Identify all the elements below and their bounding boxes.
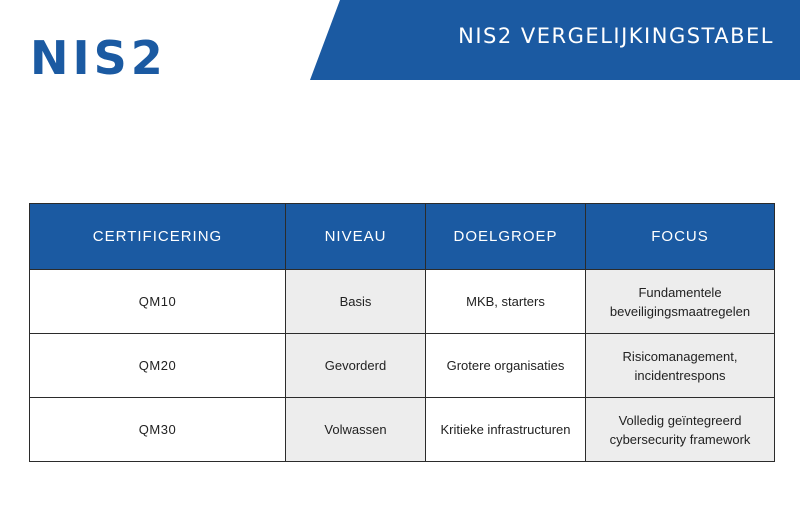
table-row bbox=[30, 270, 775, 334]
header-focus: FOCUS bbox=[586, 204, 775, 270]
page-title: NIS2 VERGELIJKINGSTABEL bbox=[458, 24, 774, 48]
nis2-logo: NIS2 bbox=[30, 31, 167, 85]
cell-doelgroep: Kritieke infrastructuren bbox=[426, 398, 586, 462]
cell-certificering: QM20 bbox=[30, 334, 286, 398]
header-niveau: NIVEAU bbox=[286, 204, 426, 270]
cell-doelgroep: MKB, starters bbox=[426, 270, 586, 334]
cell-niveau: Volwassen bbox=[286, 398, 426, 462]
cell-certificering: QM10 bbox=[30, 270, 286, 334]
cell-focus: Volledig geïntegreerd cybersecurity framework bbox=[586, 398, 775, 462]
cell-niveau: Basis bbox=[286, 270, 426, 334]
cell-doelgroep: Grotere organisaties bbox=[426, 334, 586, 398]
table-row bbox=[30, 398, 775, 462]
cell-focus: Risicomanagement, incidentrespons bbox=[586, 334, 775, 398]
comparison-table bbox=[29, 203, 775, 462]
header-certificering: CERTIFICERING bbox=[30, 204, 286, 270]
cell-niveau: Gevorderd bbox=[286, 334, 426, 398]
title-banner bbox=[300, 0, 800, 80]
cell-certificering: QM30 bbox=[30, 398, 286, 462]
table-header-row bbox=[30, 204, 775, 270]
table-row bbox=[30, 334, 775, 398]
header-doelgroep: DOELGROEP bbox=[426, 204, 586, 270]
cell-focus: Fundamentele beveiligingsmaatregelen bbox=[586, 270, 775, 334]
